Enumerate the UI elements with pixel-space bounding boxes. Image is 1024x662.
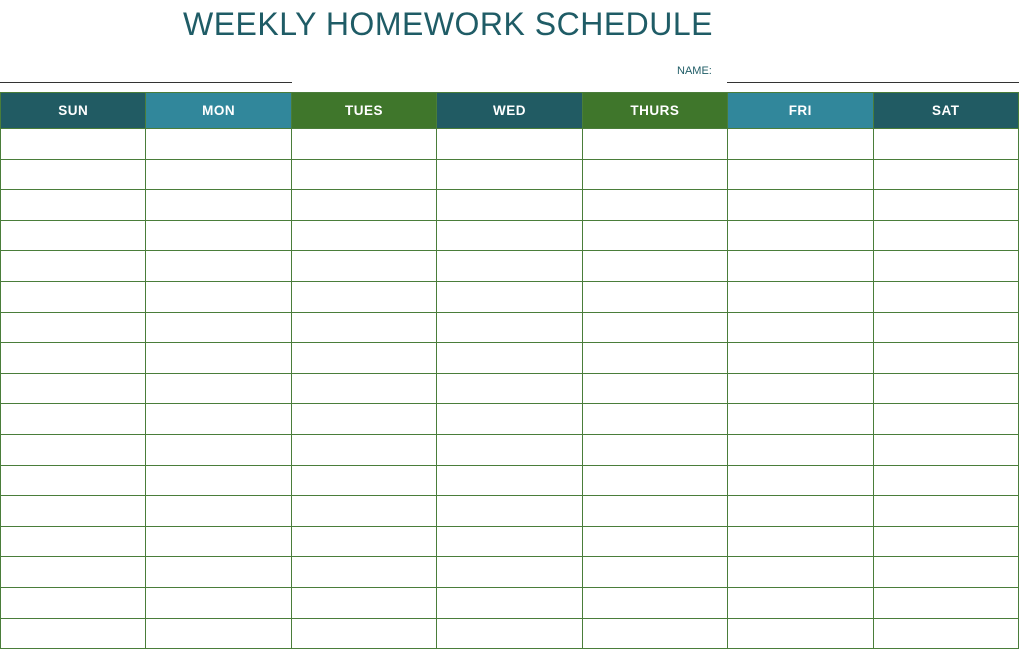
schedule-cell-thurs[interactable]	[582, 281, 727, 312]
schedule-cell-wed[interactable]	[437, 404, 582, 435]
schedule-cell-sun[interactable]	[1, 557, 146, 588]
schedule-cell-fri[interactable]	[728, 129, 873, 160]
schedule-row	[1, 496, 1019, 527]
schedule-cell-fri[interactable]	[728, 312, 873, 343]
day-header-wed: WED	[437, 93, 582, 129]
schedule-cell-mon[interactable]	[146, 465, 291, 496]
schedule-cell-tues[interactable]	[291, 251, 436, 282]
schedule-cell-fri[interactable]	[728, 526, 873, 557]
schedule-cell-sat[interactable]	[873, 618, 1018, 649]
schedule-cell-tues[interactable]	[291, 281, 436, 312]
schedule-cell-mon[interactable]	[146, 618, 291, 649]
day-header-thurs: THURS	[582, 93, 727, 129]
left-blank-line	[0, 82, 292, 83]
schedule-cell-tues[interactable]	[291, 404, 436, 435]
schedule-cell-tues[interactable]	[291, 159, 436, 190]
schedule-cell-tues[interactable]	[291, 343, 436, 374]
schedule-cell-mon[interactable]	[146, 220, 291, 251]
schedule-cell-wed[interactable]	[437, 465, 582, 496]
schedule-cell-sun[interactable]	[1, 496, 146, 527]
schedule-cell-sun[interactable]	[1, 281, 146, 312]
schedule-cell-fri[interactable]	[728, 404, 873, 435]
schedule-cell-tues[interactable]	[291, 587, 436, 618]
schedule-cell-wed[interactable]	[437, 312, 582, 343]
schedule-cell-mon[interactable]	[146, 373, 291, 404]
schedule-cell-thurs[interactable]	[582, 343, 727, 374]
schedule-cell-tues[interactable]	[291, 190, 436, 221]
schedule-cell-sat[interactable]	[873, 251, 1018, 282]
day-header-sun: SUN	[1, 93, 146, 129]
schedule-cell-mon[interactable]	[146, 312, 291, 343]
schedule-row	[1, 465, 1019, 496]
schedule-cell-sun[interactable]	[1, 190, 146, 221]
schedule-cell-wed[interactable]	[437, 496, 582, 527]
schedule-cell-sun[interactable]	[1, 618, 146, 649]
schedule-cell-thurs[interactable]	[582, 587, 727, 618]
schedule-cell-sun[interactable]	[1, 526, 146, 557]
schedule-cell-sun[interactable]	[1, 220, 146, 251]
schedule-cell-thurs[interactable]	[582, 557, 727, 588]
schedule-cell-tues[interactable]	[291, 618, 436, 649]
schedule-cell-sun[interactable]	[1, 465, 146, 496]
schedule-row	[1, 434, 1019, 465]
schedule-cell-tues[interactable]	[291, 312, 436, 343]
schedule-cell-mon[interactable]	[146, 496, 291, 527]
schedule-cell-tues[interactable]	[291, 557, 436, 588]
schedule-row	[1, 343, 1019, 374]
schedule-cell-sun[interactable]	[1, 587, 146, 618]
schedule-cell-mon[interactable]	[146, 251, 291, 282]
schedule-cell-mon[interactable]	[146, 343, 291, 374]
schedule-cell-sat[interactable]	[873, 465, 1018, 496]
schedule-cell-wed[interactable]	[437, 587, 582, 618]
schedule-cell-tues[interactable]	[291, 496, 436, 527]
schedule-row	[1, 312, 1019, 343]
schedule-cell-fri[interactable]	[728, 618, 873, 649]
schedule-cell-sun[interactable]	[1, 251, 146, 282]
schedule-cell-fri[interactable]	[728, 190, 873, 221]
schedule-cell-sat[interactable]	[873, 404, 1018, 435]
schedule-cell-thurs[interactable]	[582, 373, 727, 404]
name-field[interactable]	[727, 82, 1019, 83]
schedule-row	[1, 557, 1019, 588]
schedule-cell-mon[interactable]	[146, 190, 291, 221]
schedule-cell-sat[interactable]	[873, 220, 1018, 251]
schedule-cell-sat[interactable]	[873, 557, 1018, 588]
schedule-cell-mon[interactable]	[146, 159, 291, 190]
schedule-cell-mon[interactable]	[146, 404, 291, 435]
schedule-cell-mon[interactable]	[146, 526, 291, 557]
day-header-mon: MON	[146, 93, 291, 129]
schedule-cell-sat[interactable]	[873, 526, 1018, 557]
schedule-cell-fri[interactable]	[728, 220, 873, 251]
schedule-cell-fri[interactable]	[728, 557, 873, 588]
name-label: NAME:	[677, 65, 712, 77]
schedule-cell-wed[interactable]	[437, 526, 582, 557]
schedule-cell-thurs[interactable]	[582, 129, 727, 160]
schedule-cell-mon[interactable]	[146, 281, 291, 312]
schedule-cell-sun[interactable]	[1, 373, 146, 404]
schedule-cell-sat[interactable]	[873, 159, 1018, 190]
schedule-row	[1, 159, 1019, 190]
schedule-cell-tues[interactable]	[291, 465, 436, 496]
schedule-cell-wed[interactable]	[437, 159, 582, 190]
schedule-row	[1, 373, 1019, 404]
schedule-cell-sat[interactable]	[873, 434, 1018, 465]
schedule-cell-wed[interactable]	[437, 343, 582, 374]
schedule-cell-fri[interactable]	[728, 281, 873, 312]
schedule-cell-fri[interactable]	[728, 496, 873, 527]
schedule-cell-fri[interactable]	[728, 373, 873, 404]
schedule-cell-thurs[interactable]	[582, 220, 727, 251]
schedule-cell-sat[interactable]	[873, 373, 1018, 404]
schedule-cell-sat[interactable]	[873, 343, 1018, 374]
schedule-cell-fri[interactable]	[728, 343, 873, 374]
schedule-cell-fri[interactable]	[728, 465, 873, 496]
schedule-cell-fri[interactable]	[728, 159, 873, 190]
schedule-cell-thurs[interactable]	[582, 496, 727, 527]
schedule-cell-sun[interactable]	[1, 129, 146, 160]
schedule-cell-wed[interactable]	[437, 129, 582, 160]
schedule-cell-sat[interactable]	[873, 190, 1018, 221]
page-title: WEEKLY HOMEWORK SCHEDULE	[183, 6, 714, 42]
schedule-cell-thurs[interactable]	[582, 404, 727, 435]
schedule-cell-sat[interactable]	[873, 587, 1018, 618]
schedule-cell-wed[interactable]	[437, 281, 582, 312]
schedule-cell-wed[interactable]	[437, 434, 582, 465]
schedule-cell-sun[interactable]	[1, 404, 146, 435]
schedule-row	[1, 587, 1019, 618]
schedule-cell-wed[interactable]	[437, 373, 582, 404]
schedule-cell-wed[interactable]	[437, 557, 582, 588]
schedule-cell-thurs[interactable]	[582, 159, 727, 190]
schedule-cell-thurs[interactable]	[582, 434, 727, 465]
schedule-cell-wed[interactable]	[437, 251, 582, 282]
schedule-row	[1, 404, 1019, 435]
schedule-cell-thurs[interactable]	[582, 618, 727, 649]
schedule-cell-wed[interactable]	[437, 220, 582, 251]
schedule-row	[1, 190, 1019, 221]
schedule-cell-sun[interactable]	[1, 343, 146, 374]
schedule-grid	[0, 92, 1019, 649]
schedule-cell-tues[interactable]	[291, 220, 436, 251]
schedule-cell-mon[interactable]	[146, 129, 291, 160]
schedule-cell-wed[interactable]	[437, 190, 582, 221]
schedule-cell-sun[interactable]	[1, 159, 146, 190]
schedule-cell-sat[interactable]	[873, 281, 1018, 312]
schedule-row	[1, 618, 1019, 649]
schedule-cell-tues[interactable]	[291, 526, 436, 557]
schedule-cell-fri[interactable]	[728, 434, 873, 465]
schedule-row	[1, 129, 1019, 160]
schedule-row	[1, 251, 1019, 282]
schedule-cell-fri[interactable]	[728, 587, 873, 618]
schedule-cell-thurs[interactable]	[582, 190, 727, 221]
schedule-cell-tues[interactable]	[291, 373, 436, 404]
schedule-cell-mon[interactable]	[146, 434, 291, 465]
schedule-cell-sat[interactable]	[873, 129, 1018, 160]
schedule-cell-sat[interactable]	[873, 496, 1018, 527]
schedule-cell-thurs[interactable]	[582, 312, 727, 343]
schedule-cell-sun[interactable]	[1, 434, 146, 465]
schedule-row	[1, 220, 1019, 251]
schedule-row	[1, 281, 1019, 312]
schedule-cell-thurs[interactable]	[582, 251, 727, 282]
schedule-cell-wed[interactable]	[437, 618, 582, 649]
day-header-sat: SAT	[873, 93, 1018, 129]
day-header-row	[1, 93, 1019, 129]
schedule-cell-thurs[interactable]	[582, 526, 727, 557]
schedule-cell-sun[interactable]	[1, 312, 146, 343]
schedule-cell-mon[interactable]	[146, 587, 291, 618]
schedule-cell-sat[interactable]	[873, 312, 1018, 343]
schedule-cell-tues[interactable]	[291, 129, 436, 160]
schedule-cell-mon[interactable]	[146, 557, 291, 588]
schedule-cell-fri[interactable]	[728, 251, 873, 282]
schedule-body	[1, 129, 1019, 649]
day-header-tues: TUES	[291, 93, 436, 129]
schedule-row	[1, 526, 1019, 557]
day-header-fri: FRI	[728, 93, 873, 129]
schedule-cell-tues[interactable]	[291, 434, 436, 465]
schedule-cell-thurs[interactable]	[582, 465, 727, 496]
